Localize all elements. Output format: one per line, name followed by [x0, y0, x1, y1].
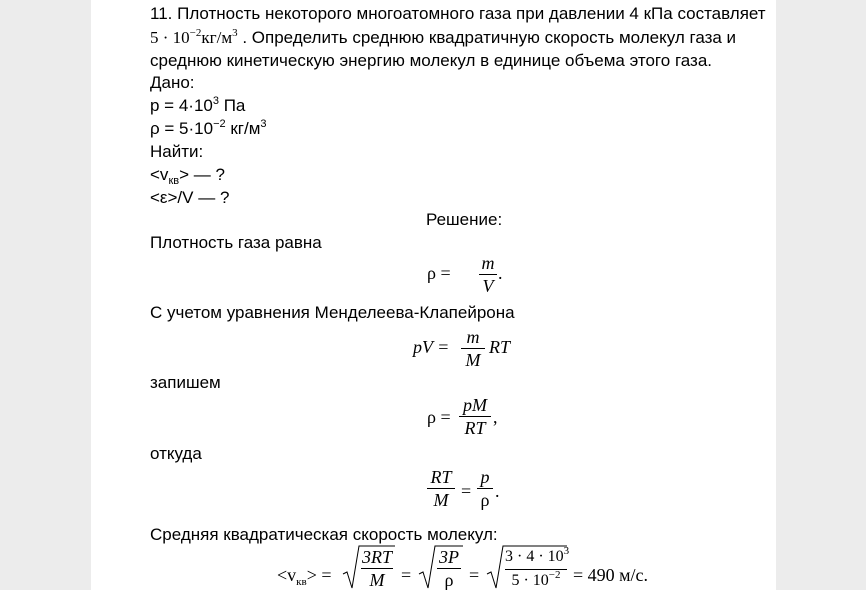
eq5-equals-b: = — [469, 565, 480, 585]
eq5-lhs-sub: кв — [296, 576, 307, 588]
eq5-equals-a: = — [401, 565, 412, 585]
solution-text-2: С учетом уравнения Менделеева-Клапейрона — [150, 303, 515, 322]
pressure-exponent: 3 — [212, 95, 219, 107]
eq4-numerator-left: RT — [430, 467, 452, 487]
problem-line-1 — [150, 2, 766, 25]
eq5-result: = 490 м/с. — [573, 565, 649, 585]
find-velocity-sub: кв — [168, 175, 180, 187]
solution-text-3: запишем — [150, 373, 221, 392]
solution-heading: Решение: — [426, 210, 503, 229]
eq1-lhs: ρ = — [427, 263, 451, 283]
density-value — [150, 28, 238, 47]
eq2-numerator: m — [466, 327, 480, 347]
eq5-root-3-fraction — [505, 545, 570, 593]
density-unit-exponent: 3 — [232, 27, 238, 39]
eq3-tail: , — [493, 407, 498, 427]
document-page — [91, 0, 776, 590]
solution-text-4: откуда — [150, 444, 202, 463]
pressure-unit: Па — [218, 96, 246, 115]
given-density-exponent: −2 — [213, 118, 226, 130]
right-margin — [776, 0, 866, 590]
problem-text-2: . Определить среднюю квадратичную скорость молекул газа и — [237, 28, 737, 47]
eq1-numerator: m — [481, 253, 495, 273]
eq5-root-2-fraction — [437, 546, 461, 591]
eq5-root-1-denominator: M — [369, 570, 385, 590]
eq5-lhs — [277, 564, 332, 589]
eq1-denominator: V — [482, 276, 494, 296]
density-exponent: −2 — [189, 27, 202, 39]
eq2-denominator: M — [465, 350, 481, 370]
eq5-root-3-numerator-exponent: 3 — [563, 545, 570, 557]
eq4-equals: = — [461, 481, 472, 501]
eq5-root-3-denominator-mantissa: 5 · 10 — [511, 572, 549, 589]
eq3-lhs: ρ = — [427, 407, 451, 427]
given-density-unit-exponent: 3 — [260, 118, 267, 130]
eq5-root-3-numerator-mantissa: 3 · 4 · 10 — [505, 548, 564, 565]
eq3-numerator: pM — [463, 395, 487, 415]
eq2-tail: RT — [489, 337, 511, 357]
eq4-tail: . — [495, 481, 500, 501]
eq4-fraction-right — [477, 466, 493, 511]
left-margin — [0, 0, 91, 590]
eq5-lhs-pre: <v — [277, 565, 297, 585]
given-density-unit: кг/м — [225, 119, 261, 138]
find-velocity-pre: <v — [150, 165, 169, 184]
eq5-lhs-post: > = — [306, 565, 332, 585]
eq4-denominator-left: M — [433, 490, 449, 510]
solution-text-1: Плотность газа равна — [150, 233, 322, 252]
problem-text-1: 11. Плотность некоторого многоатомного газа при давлении 4 кПа составляет — [150, 4, 766, 23]
eq5-root-1-numerator: 3RT — [361, 547, 392, 567]
eq5-root-3-denominator-exponent: −2 — [548, 569, 561, 581]
eq2-lhs: pV = — [413, 337, 450, 357]
find-velocity-post: > — ? — [179, 165, 225, 184]
eq5-root-2-denominator: ρ — [444, 570, 454, 590]
eq5-root-2-numerator: 3P — [439, 547, 459, 567]
eq4-fraction-left — [427, 466, 455, 511]
eq5-root-1-fraction — [361, 546, 393, 591]
density-mantissa: 5 · 10 — [150, 28, 190, 47]
problem-text-3: среднюю кинетическую энергию молекул в единице объема этого газа. — [150, 51, 713, 70]
problem-line-3 — [150, 49, 712, 72]
eq5-root-3-numerator — [505, 545, 570, 569]
eq3-fraction — [459, 394, 491, 439]
find-item-energy: <ε>/V — ? — [150, 188, 230, 207]
density-label: ρ = 5·10 — [150, 119, 214, 138]
eq1-fraction — [479, 252, 497, 297]
pressure-label: p = 4·10 — [150, 96, 213, 115]
eq3-denominator: RT — [464, 418, 486, 438]
eq1-tail: . — [498, 263, 503, 283]
solution-text-5: Средняя квадратическая скорость молекул: — [150, 525, 498, 544]
eq4-numerator-right: p — [480, 467, 490, 487]
eq2-fraction — [461, 326, 485, 371]
eq4-denominator-right: ρ — [480, 490, 490, 510]
find-heading: Найти: — [150, 142, 204, 161]
density-unit: кг/м — [201, 28, 233, 47]
given-heading: Дано: — [150, 73, 195, 92]
